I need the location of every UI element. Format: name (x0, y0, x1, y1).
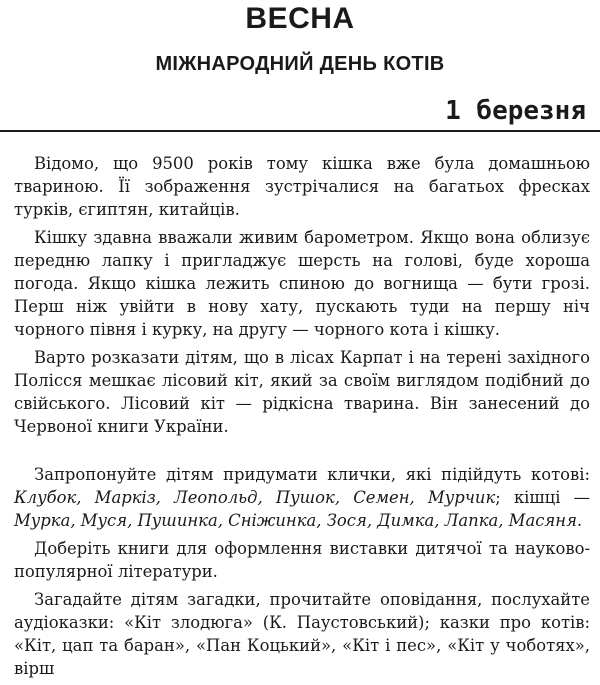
event-date: 1 березня (445, 96, 586, 126)
body-text (14, 152, 590, 680)
paragraph-pet-names (14, 463, 590, 532)
cat-names: Клубок, Маркіз, Леопольд, Пушок, Семен, Мурчик (14, 488, 496, 507)
paragraph-forest-cat: Варто розказати дітям, що в лісах Карпат і на терені західного Полісся мешкає лісовий кіт, який за своїм виглядом подібний до свійського. Лісовий кіт — рідкісна тварина. Він занесений до Червоної книги України. (14, 348, 590, 436)
female-cat-names: Мурка, Муся, Пушинка, Сніжинка, Зося, Димка, Лапка, Масяня. (14, 511, 583, 530)
season-heading: ВЕСНА (245, 2, 355, 35)
paragraph-riddles: Загадайте дітям загадки, прочитайте оповідання, послухайте аудіоказки: «Кіт злодюга» (К. Паустовський); казки про котів: «Кіт, цап та баран», «Пан Коцький», «Кіт і пес», «Кіт у чоботях», вірш (14, 590, 590, 678)
header-divider (0, 130, 600, 132)
paragraph-barometer: Кішку здавна вважали живим барометром. Якщо вона облизує передню лапку і пригладжує шерсть на голові, буде хороша погода. Якщо кішка лежить спиною до вогнища — бути грозі. Перш ніж увійти в нову хату, пускають туди на першу ніч чорного півня і курку, на другу — чорного кота і кішку. (14, 228, 590, 339)
paragraph-exhibition: Доберіть книги для оформлення виставки дитячої та науково-популярної літератури. (14, 539, 590, 581)
paragraph-history: Відомо, що 9500 років тому кішка вже була домашньою твариною. Її зображення зустрічалися на багатьох фресках турків, єгиптян, китайців. (14, 154, 590, 219)
names-mid: ; кішці — (495, 488, 591, 507)
names-intro: Запропонуйте дітям придумати клички, які підійдуть котові: (34, 465, 590, 484)
event-title: МІЖНАРОДНИЙ ДЕНЬ КОТІВ (155, 53, 445, 75)
